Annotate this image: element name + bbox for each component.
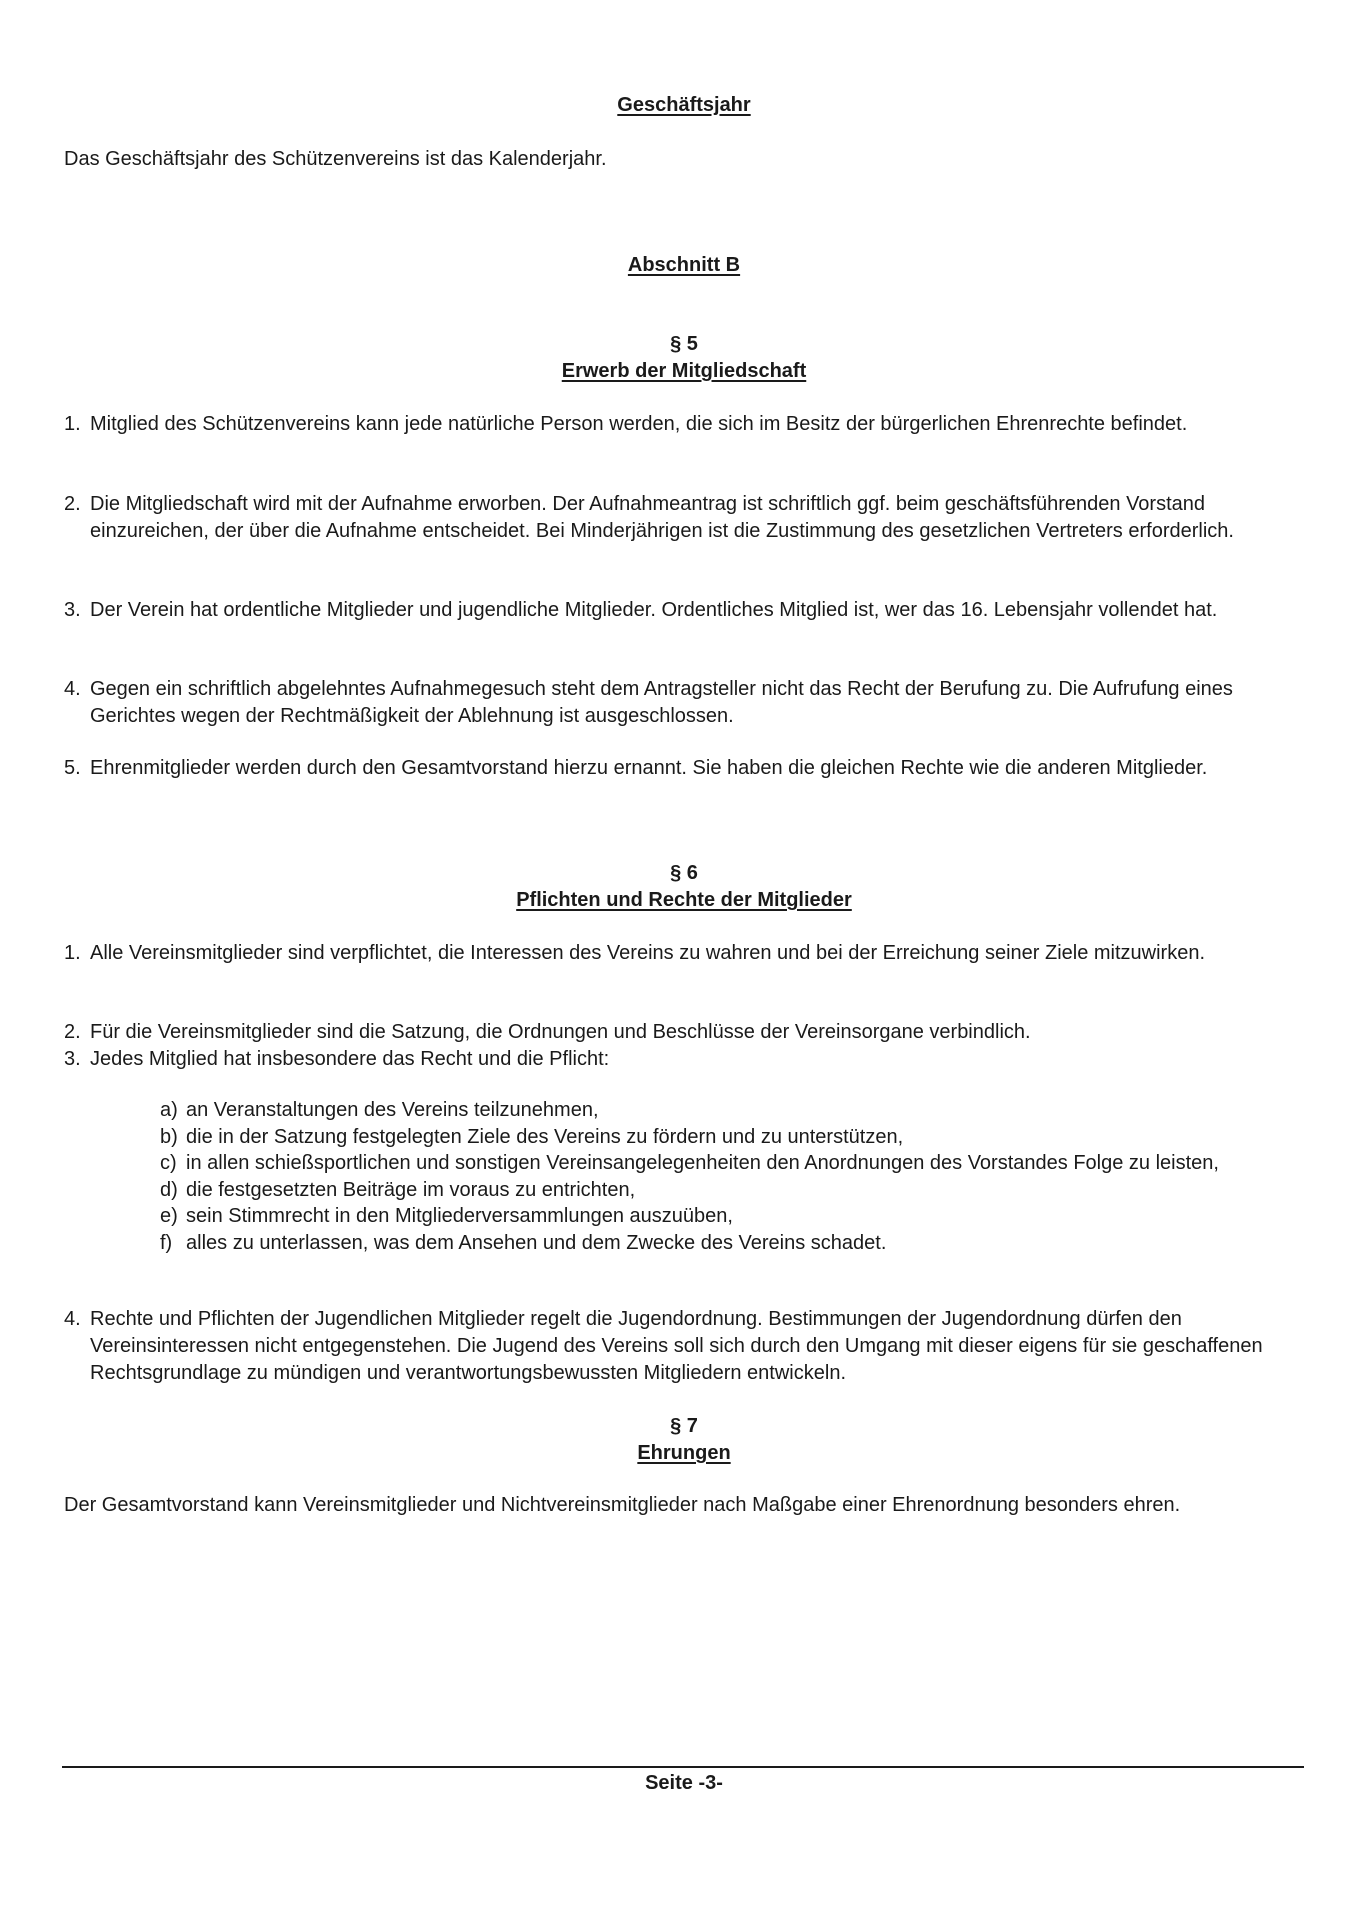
- item-text: Die Mitgliedschaft wird mit der Aufnahme erworben. Der Aufnahmeantrag ist schriftlich ggf. beim geschäftsführenden Vorstand einzureichen, der über die Aufnahme entscheidet. Bei Minderjährigen ist die Zustimmung des gesetzlichen Vertreters erforderlich.: [90, 493, 1234, 542]
- list-item-5-3: [64, 597, 1314, 624]
- paragraph-title: Erwerb der Mitgliedschaft: [561, 360, 807, 382]
- sub-item-letter: d): [160, 1178, 178, 1201]
- list-item-5-2: [64, 491, 1314, 545]
- paragraph-ehrungen: Der Gesamtvorstand kann Vereinsmitglieder und Nichtvereinsmitglieder nach Maßgabe einer Ehrenordnung besonders ehren.: [64, 1494, 1181, 1516]
- footer-divider: [62, 1766, 1304, 1768]
- sub-item-letter: f): [160, 1231, 173, 1254]
- list-item-6-3: [64, 1046, 1314, 1073]
- paragraph-geschaeftsjahr: Das Geschäftsjahr des Schützenvereins ist das Kalenderjahr.: [64, 148, 607, 170]
- paragraph-number: § 5: [670, 333, 698, 355]
- item-number: 3.: [64, 599, 81, 621]
- sub-item-text: alles zu unterlassen, was dem Ansehen und dem Zwecke des Vereins schadet.: [186, 1231, 887, 1254]
- sub-list-item-d: [160, 1177, 1310, 1204]
- sub-item-text: an Veranstaltungen des Vereins teilzunehmen,: [186, 1099, 599, 1121]
- paragraph-number-6: [64, 860, 1304, 887]
- page-number: Seite -3-: [645, 1772, 723, 1794]
- item-text: Gegen ein schriftlich abgelehntes Aufnahmegesuch steht dem Antragsteller nicht das Recht der Berufung zu. Die Aufrufung eines Gerichtes wegen der Rechtmäßigkeit der Ablehnung ist ausgeschlossen.: [90, 678, 1233, 727]
- sub-list-item-a: [160, 1097, 1310, 1124]
- item-number: 3.: [64, 1048, 81, 1070]
- sub-item-letter: e): [160, 1205, 178, 1227]
- paragraph-title-7: [64, 1440, 1304, 1467]
- sub-item-letter: b): [160, 1125, 178, 1148]
- item-number: 5.: [64, 757, 81, 779]
- paragraph-title: Pflichten und Rechte der Mitglieder: [516, 889, 852, 911]
- sub-item-letter: c): [160, 1152, 177, 1174]
- paragraph-number-5: [64, 331, 1304, 358]
- item-text: Rechte und Pflichten der Jugendlichen Mitglieder regelt die Jugendordnung. Bestimmungen der Jugendordnung dürfen den Vereinsinteressen nicht entgegenstehen. Die Jugend des Vereins soll sich durch den Umgang mit dieser eigens für sie geschaffenen Rechtsgrundlage zu mündigen und verantwortungsbewussten Mitgliedern entwickeln.: [90, 1308, 1263, 1384]
- sub-item-text: die in der Satzung festgelegten Ziele des Vereins zu fördern und zu unterstützen,: [186, 1125, 904, 1148]
- sub-list-item-e: [160, 1203, 1310, 1230]
- sub-item-text: sein Stimmrecht in den Mitgliederversammlungen auszuüben,: [186, 1205, 733, 1227]
- list-item-6-4: [64, 1306, 1314, 1387]
- item-text: Jedes Mitglied hat insbesondere das Recht und die Pflicht:: [90, 1048, 610, 1070]
- paragraph-number: § 7: [670, 1415, 698, 1437]
- paragraph-title-5: [64, 358, 1304, 385]
- item-text: Ehrenmitglieder werden durch den Gesamtvorstand hierzu ernannt. Sie haben die gleichen Rechte wie die anderen Mitglieder.: [90, 757, 1208, 779]
- sub-list-6-3: [160, 1097, 1310, 1256]
- item-number: 2.: [64, 493, 81, 515]
- sub-item-letter: a): [160, 1099, 178, 1121]
- item-number: 1.: [64, 413, 81, 435]
- item-text: Für die Vereinsmitglieder sind die Satzung, die Ordnungen und Beschlüsse der Vereinsorgane verbindlich.: [90, 1021, 1031, 1043]
- paragraph-number: § 6: [670, 862, 698, 884]
- list-item-5-5: [64, 755, 1314, 782]
- section-title: Abschnitt B: [627, 254, 741, 276]
- section-heading-geschaeftsjahr: [64, 92, 1304, 119]
- item-number: 4.: [64, 678, 81, 700]
- item-number: 1.: [64, 942, 81, 964]
- item-text: Mitglied des Schützenvereins kann jede natürliche Person werden, die sich im Besitz der bürgerlichen Ehrenrechte befindet.: [90, 413, 1188, 435]
- list-item-6-2: [64, 1019, 1314, 1046]
- paragraph-title: Ehrungen: [637, 1442, 731, 1464]
- paragraph-title-6: [64, 887, 1304, 914]
- sub-list-item-c: [160, 1150, 1310, 1177]
- sub-item-text: in allen schießsportlichen und sonstigen Vereinsangelegenheiten den Anordnungen des Vorstandes Folge zu leisten,: [186, 1152, 1219, 1174]
- paragraph-number-7: [64, 1413, 1304, 1440]
- item-number: 4.: [64, 1308, 81, 1330]
- list-item-5-4: [64, 676, 1314, 730]
- item-text: Alle Vereinsmitglieder sind verpflichtet, die Interessen des Vereins zu wahren und bei der Erreichung seiner Ziele mitzuwirken.: [90, 942, 1206, 964]
- section-heading-abschnitt-b: [64, 252, 1304, 279]
- section-title: Geschäftsjahr: [617, 94, 751, 116]
- sub-list-item-b: [160, 1124, 1310, 1151]
- item-number: 2.: [64, 1021, 81, 1043]
- sub-list-item-f: [160, 1230, 1310, 1257]
- list-item-6-1: [64, 940, 1314, 967]
- item-text: Der Verein hat ordentliche Mitglieder und jugendliche Mitglieder. Ordentliches Mitglied ist, wer das 16. Lebensjahr vollendet hat.: [90, 599, 1218, 621]
- list-item-5-1: [64, 411, 1314, 438]
- sub-item-text: die festgesetzten Beiträge im voraus zu entrichten,: [186, 1178, 636, 1201]
